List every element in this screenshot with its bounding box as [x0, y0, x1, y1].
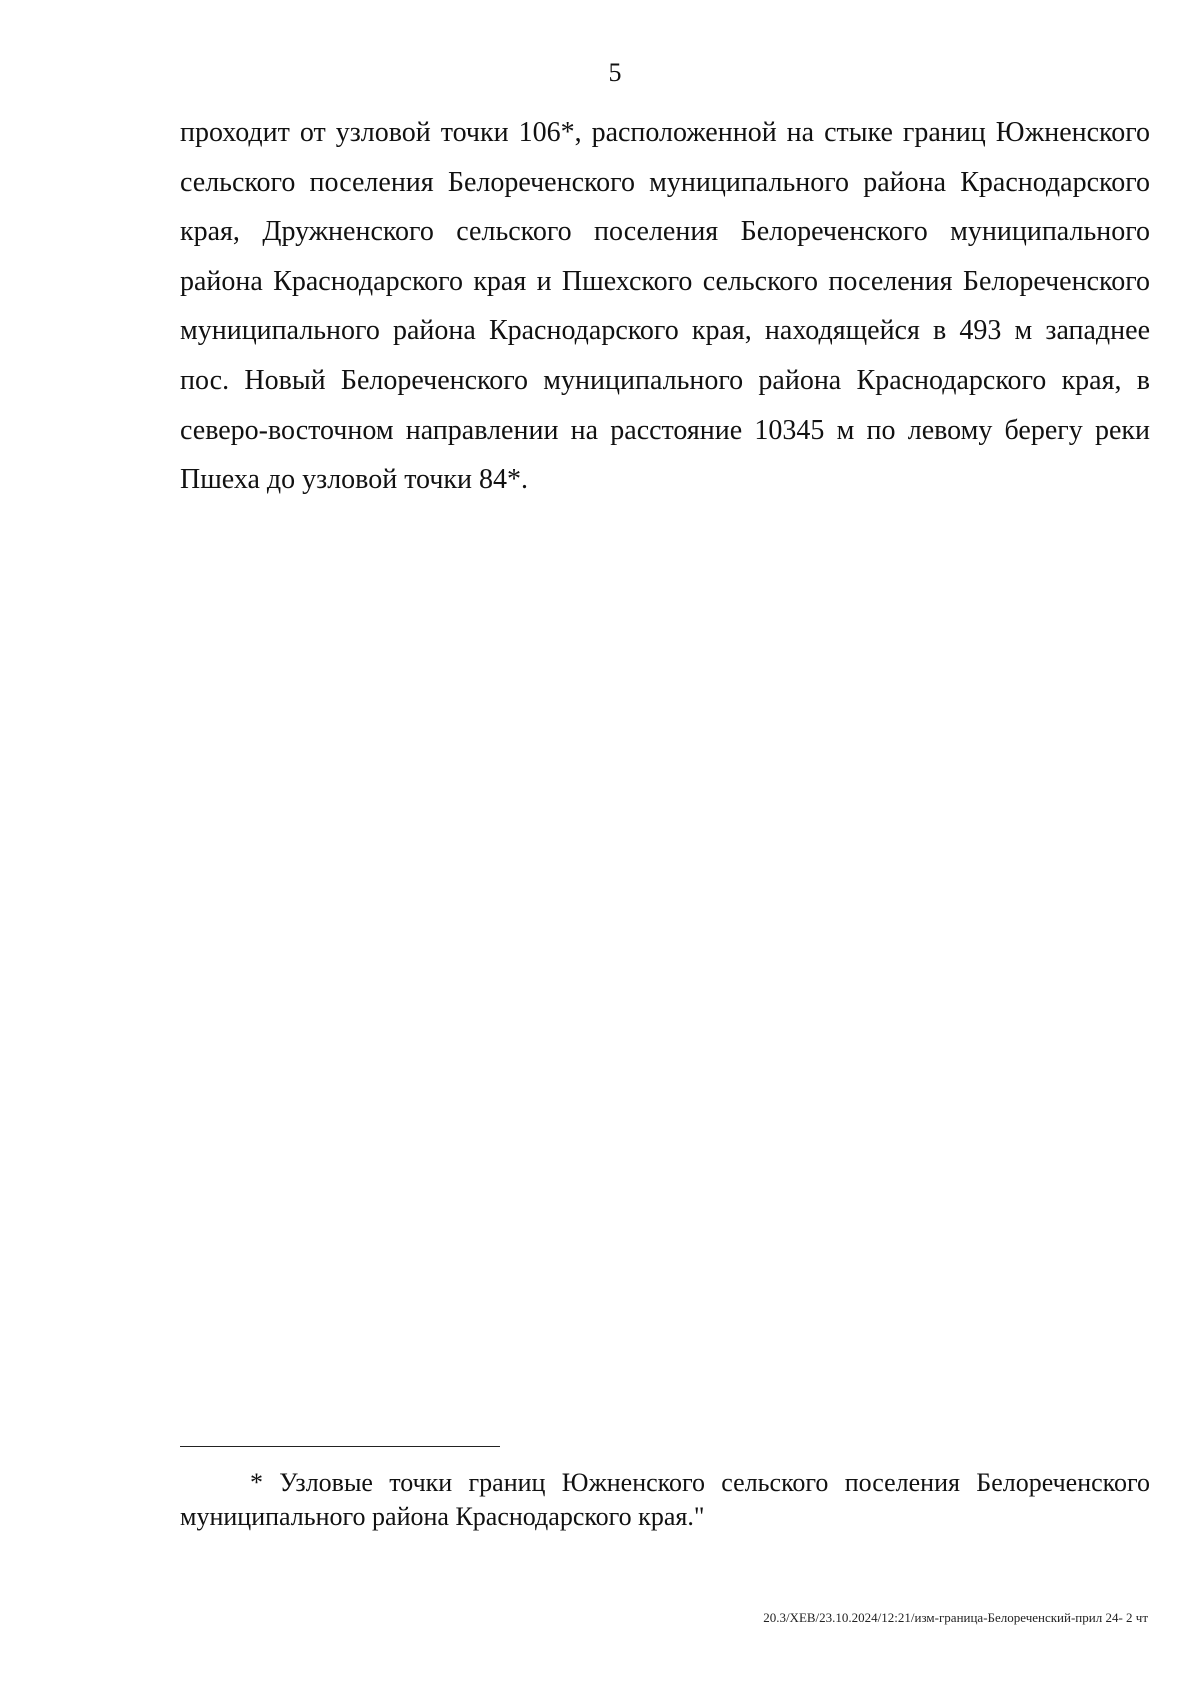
footnote-separator	[180, 1446, 500, 1447]
page-number: 5	[608, 58, 622, 87]
footnote-text: * Узловые точки границ Южненского сельского поселения Белореченского муниципального района Краснодарского края."	[180, 1468, 1150, 1531]
document-code: 20.3/ХЕВ/23.10.2024/12:21/изм-граница-Белореченский-прил 24- 2 чт	[763, 1610, 1148, 1625]
footnote	[180, 1466, 1150, 1534]
body-paragraph: проходит от узловой точки 106*, расположенной на стыке границ Южненского сельского поселения Белореченского муниципального района Краснодарского края, Дружненского сельского поселения Белореченского муниципального района Краснодарского края и Пшехского сельского поселения Белореченского муниципального района Краснодарского края, находящейся в 493 м западнее пос. Новый Белореченского муниципального района Краснодарского края, в северо-восточном направлении на расстояние 10345 м по левому берегу реки Пшеха до узловой точки 84*.	[180, 117, 1150, 496]
